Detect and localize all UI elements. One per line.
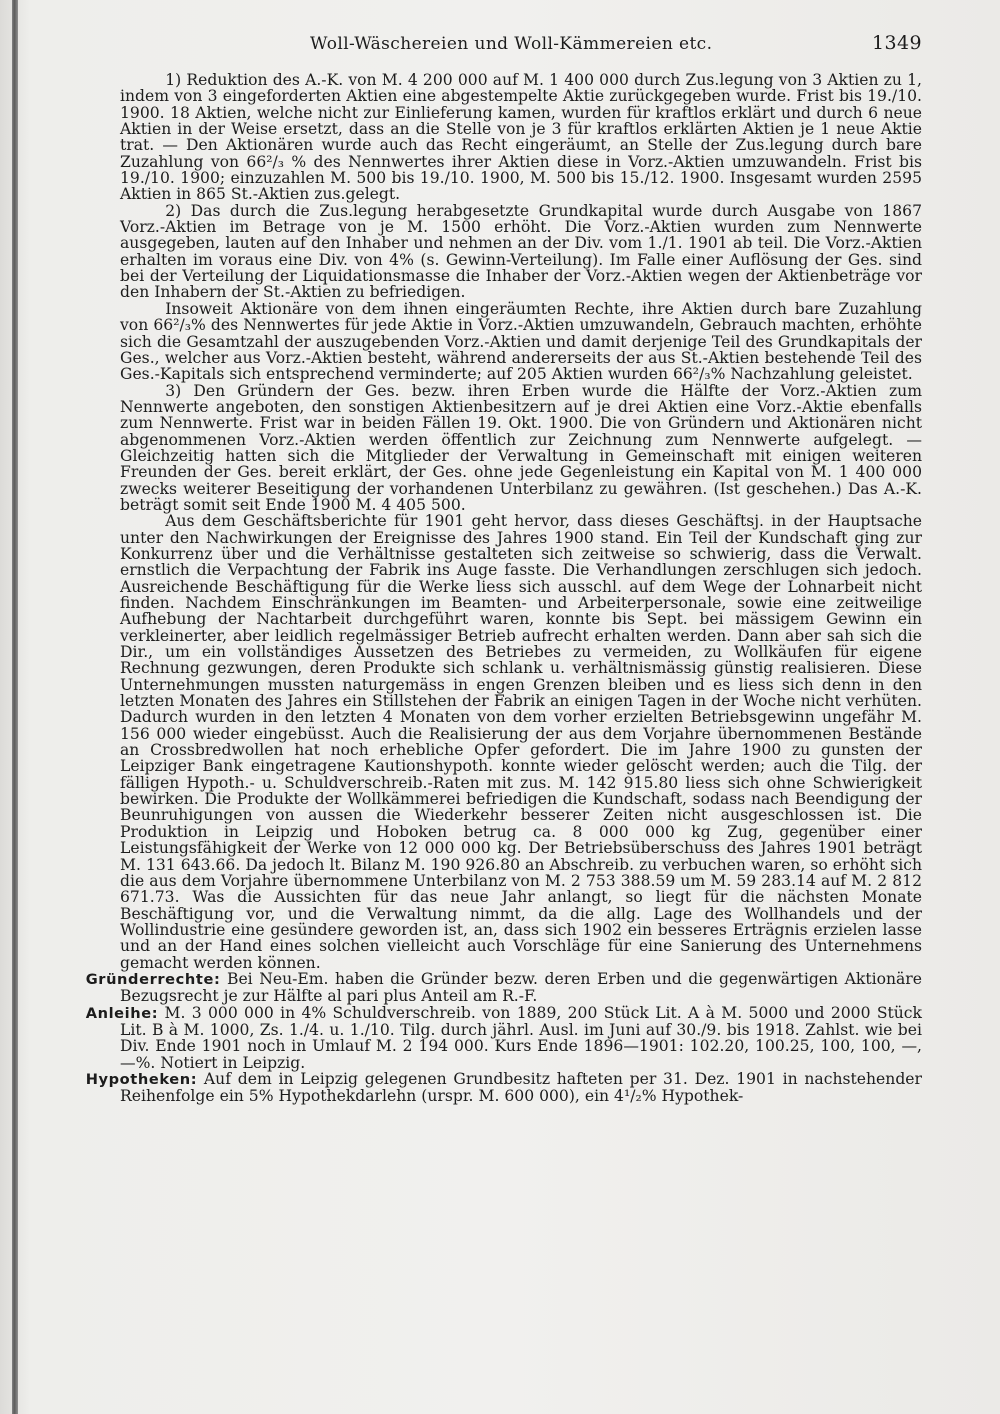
running-title: Woll-Wäschereien und Woll-Kämmereien etc. — [310, 34, 713, 54]
section-label: Hypotheken: — [85, 1070, 198, 1088]
section-gruenderrechte — [86, 971, 922, 1005]
footnote-2-preferred-shares: 2) Das durch die Zus.legung herabgesetzte Grundkapital wurde durch Ausgabe von 1867 Vorz.-Aktien im Betrage von je M. 1500 erhöht. Die Vorz.-Aktien wurden zum Nennwerte ausgegeben, lauten auf den Inhaber und nehmen an der Div. vom 1./1. 1901 ab teil. Die Vorz.-Aktien erhalten im voraus eine Div. von 4% (s. Gewinn-Verteilung). Im Falle einer Auflösung der Ges. sind bei der Verteilung der Liquidationsmasse die Inhaber der Vorz.-Aktien wegen der Aktienbeträge vor den Inhabern der St.-Aktien zu befriedigen. — [120, 201, 922, 302]
section-text: M. 3 000 000 in 4% Schuldverschreib. von 1889, 200 Stück Lit. A à M. 5000 und 2000 Stück Lit. B à M. 1000, Zs. 1./4. u. 1./10. Tilg. durch jährl. Ausl. im Juni auf 30./9. bis 1918. Zahlst. wie bei Div. Ende 1901 noch in Umlauf M. 2 194 000. Kurs Ende 1896—1901: 102.20, 100.25, 100, 100, —, —%. Notiert in Leipzig. — [120, 1003, 922, 1072]
footnote-3-founders: 3) Den Gründern der Ges. bezw. ihren Erben wurde die Hälfte der Vorz.-Aktien zum Nennwerte angeboten, den sonstigen Aktienbesitzern auf je drei Aktien eine Vorz.-Aktie ebenfalls zum Nennwerte. Frist war in beiden Fällen 19. Okt. 1900. Die von Gründern und Aktionären nicht abgenommenen Vorz.-Aktien werden öffentlich zur Zeichnung zum Nennwerte aufgelegt. — Gleichzeitig hatten sich die Mitglieder der Verwaltung in Gemeinschaft mit einigen weiteren Freunden der Ges. bereit erklärt, der Ges. ohne jede Gegenleistung ein Kapital von M. 1 400 000 zwecks weiterer Beseitigung der vorhandenen Unterbilanz zu gewähren. (Ist geschehen.) Das A.-K. beträgt somit seit Ende 1900 M. 4 405 500. — [120, 381, 922, 514]
section-hypotheken — [86, 1071, 922, 1105]
section-text: Auf dem in Leipzig gelegenen Grundbesitz hafteten per 31. Dez. 1901 in nachstehender Reihenfolge ein 5% Hypothekdarlehn (urspr. M. 600 000), ein 4¹/₂% Hypothek- — [120, 1069, 922, 1106]
paragraph-conversion: Insoweit Aktionäre von dem ihnen eingeräumten Rechte, ihre Aktien durch bare Zuzahlung von 66²/₃% des Nennwertes für jede Aktie in Vorz.-Aktien umzuwandeln, Gebrauch machten, erhöhte sich die Gesamtzahl der auszugebenden Vorz.-Aktien und damit derjenige Teil des Grundkapitals der Ges., welcher aus Vorz.-Aktien besteht, während andererseits der aus St.-Aktien bestehende Teil des Ges.-Kapitals sich entsprechend verminderte; auf 205 Aktien wurden 66²/₃% Nachzahlung geleistet. — [120, 299, 922, 384]
section-label: Anleihe: — [85, 1004, 159, 1022]
section-anleihe — [86, 1005, 922, 1071]
page-header — [120, 32, 922, 58]
page-number: 1349 — [872, 32, 922, 54]
page-body — [85, 71, 922, 1106]
section-label: Gründerrechte: — [85, 970, 221, 988]
section-text: Bei Neu-Em. haben die Gründer bezw. deren Erben und die gegenwärtigen Aktionäre Bezugsrecht je zur Hälfte al pari plus Anteil am R.-F. — [120, 969, 922, 1006]
footnote-1-reduction: 1) Reduktion des A.-K. von M. 4 200 000 auf M. 1 400 000 durch Zus.legung von 3 Aktien zu 1, indem von 3 eingeforderten Aktien eine abgestempelte Aktie zurückgegeben wurde. Frist bis 19./10. 1900. 18 Aktien, welche nicht zur Einlieferung kamen, wurden für kraftlos erklärt und durch 6 neue Aktien in der Weise ersetzt, dass an die Stelle von je 3 für kraftlos erklärten Aktien je 1 neue Aktie trat. — Den Aktionären wurde auch das Recht eingeräumt, an Stelle der Zus.legung durch bare Zuzahlung von 66²/₃ % des Nennwertes ihrer Aktien diese in Vorz.-Aktien umzuwandeln. Frist bis 19./10. 1900; einzuzahlen M. 500 bis 19./10. 1900, M. 500 bis 15./12. 1900. Insgesamt wurden 2595 Aktien in 865 St.-Aktien zus.gelegt. — [120, 71, 922, 204]
binding-edge — [12, 0, 18, 1414]
paragraph-business-report-1901: Aus dem Geschäftsberichte für 1901 geht hervor, dass dieses Geschäftsj. in der Hauptsache unter den Nachwirkungen der Ereignisse des Jahres 1900 stand. Ein Teil der Kundschaft ging zur Konkurrenz über und die Verhältnisse gestalteten sich zeitweise so schwierig, dass die Verwalt. ernstlich die Verpachtung der Fabrik ins Auge fasste. Die Verhandlungen zerschlugen sich jedoch. Ausreichende Beschäftigung für die Werke liess sich ausschl. auf dem Wege der Lohnarbeit nicht finden. Nachdem Einschränkungen im Beamten- und Arbeiterpersonale, sowie eine zeitweilige Aufhebung der Nachtarbeit durchgeführt waren, konnte bis Sept. bei mässigem Gewinn ein verkleinerter, aber leidlich regelmässiger Betrieb aufrecht erhalten werden. Dann aber sah sich die Dir., um ein vollständiges Aussetzen des Betriebes zu vermeiden, zu Wollkäufen für eigene Rechnung gezwungen, deren Produkte sich schlank u. verhältnismässig günstig realisieren. Diese Unternehmungen mussten naturgemäss in engen Grenzen bleiben und es liess sich denn in den letzten Monaten des Jahres ein Stillstehen der Fabrik an einigen Tagen in der Woche nicht verhüten. Dadurch wurden in den letzten 4 Monaten von dem vorher erzielten Betriebsgewinn ungefähr M. 156 000 wieder eingebüsst. Auch die Realisierung der aus dem Vorjahre übernommenen Bestände an Crossbredwollen hat noch erhebliche Opfer gefordert. Die im Jahre 1900 zu gunsten der Leipziger Bank eingetragene Kautionshypoth. konnte wieder gelöscht werden; auch die Tilg. der fälligen Hypoth.- u. Schuldverschreib.-Raten mit zus. M. 142 915.80 liess sich ohne Schwierigkeit bewirken. Die Produkte der Wollkämmerei befriedigen die Kundschaft, sodass nach Beendigung der Beunruhigungen von aussen die Wiederkehr besserer Zeiten nicht ausgeschlossen ist. Die Produktion in Leipzig und Hoboken betrug ca. 8 000 000 kg Zug, gegenüber einer Leistungsfähigkeit der Werke von 12 000 000 kg. Der Betriebsüberschuss des Jahres 1901 beträgt M. 131 643.66. Da jedoch lt. Bilanz M. 190 926.80 an Abschreib. zu verbuchen waren, so erhöht sich die aus dem Vorjahre übernommene Unterbilanz von M. 2 753 388.59 um M. 59 283.14 auf M. 2 812 671.73. Was die Aussichten für das neue Jahr anlangt, so liegt für die nächsten Monate Beschäftigung vor, und die Verwaltung nimmt, da die allg. Lage des Wollhandels und der Wollindustrie eine gesündere geworden ist, an, dass sich 1902 ein besseres Erträgnis erzielen lasse und an der Hand eines solchen vielleicht auch Vorschläge für eine Sanierung des Unternehmens gemacht werden können. — [120, 512, 922, 972]
